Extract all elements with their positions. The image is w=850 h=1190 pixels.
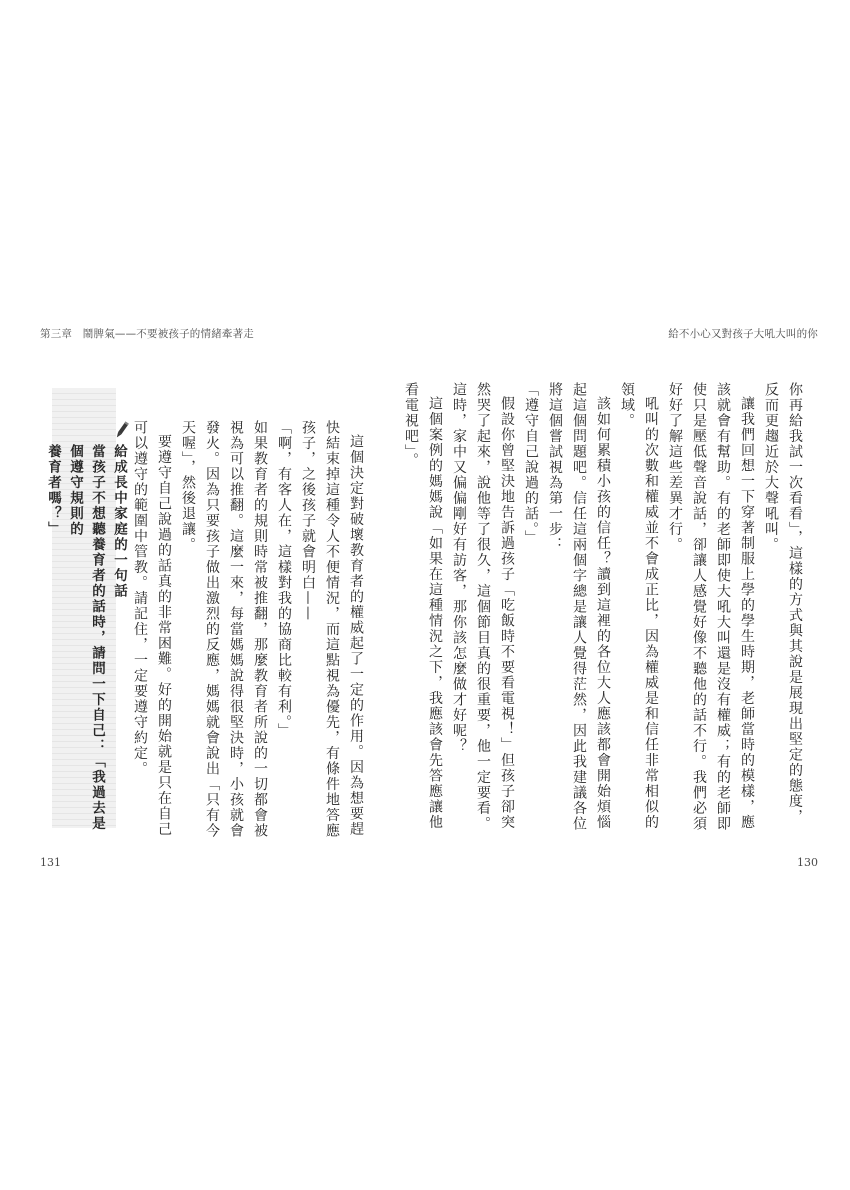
chapter-header: 第三章 鬧脾氣——不要被孩子的情緒牽著走 (40, 328, 254, 340)
section-header: 給不小心又對孩子大吼大叫的你 (668, 328, 818, 340)
right-body-text (399, 382, 807, 834)
paragraph: 你再給我試一次看看」，這樣的方式與其說是展現出堅定的態度，反而更趨近於大聲吼叫。 (763, 382, 803, 825)
paragraph: 要遵守自己說過的話真的非常困難。好的開始就是只在自己可以遵守的範圍中管教。請記住，一定要遵守約定。 (132, 420, 172, 837)
paragraph: 這個案例的媽媽說「如果在這種情況之下，我應該會先答應讓他看電視吧」。 (403, 382, 443, 830)
tip-title: 給成長中家庭的一句話 (111, 444, 127, 599)
paragraph: 假設你曾堅決地告訴過孩子「吃飯時不要看電視！」但孩子卻突然哭了起來，說他等了很久，這個節目真的很重要，他一定要看。這時，家中又偏偏剛好有訪客，那你該怎麼做才好呢？ (451, 382, 515, 832)
paragraph: 這個決定對破壞教育者的權威起了一定的作用。因為想要趕快結束掉這種令人不便情況，而這點視為優先，有條件地答應孩子，之後孩子就會明白—— (300, 420, 364, 839)
paragraph: 「啊，有客人在，這樣對我的協商比較有利。」 (276, 420, 292, 739)
page-number: 130 (797, 856, 818, 869)
paragraph: 該如何累積小孩的信任？讀到這裡的各位大人應該都會開始煩惱起這個問題吧。信任這兩個字總是讓人覺得茫然，因此我建議各位將這個嘗試視為第一步： (547, 382, 611, 832)
paragraph: 讓我們回想一下穿著制服上學的學生時期，老師當時的模樣，應該就會有幫助。有的老師即使大吼大叫還是沒有權威；有的老師即使只是壓低聲音說話，卻讓人感覺好像不聽他的話不行。我們必須好好了解這些差異才行。 (667, 382, 755, 832)
left-body-text (128, 420, 368, 840)
tip-line-1: 當孩子不想聽養育者的話時，請問一下自己：「我過去是個遵守規則的 (67, 444, 105, 832)
paragraph: 吼叫的次數和權威並不會成正比，因為權威是和信任非常相似的領域。 (619, 382, 659, 830)
tip-line-2: 養育者嗎？」 (45, 444, 61, 537)
right-page (403, 0, 850, 1190)
paragraph: 如果教育者的規則時常被推翻，那麼教育者所說的一切都會被視為可以推翻。這麼一來，每當媽媽說得很堅決時，小孩就會發火。因為只要孩子做出激烈的反應，媽媽就會說出「只有今天喔」，然後退讓。 (180, 420, 268, 839)
page-number: 131 (40, 856, 61, 869)
tip-text (45, 444, 130, 834)
paragraph: 「遵守自己說過的話。」 (523, 382, 539, 546)
